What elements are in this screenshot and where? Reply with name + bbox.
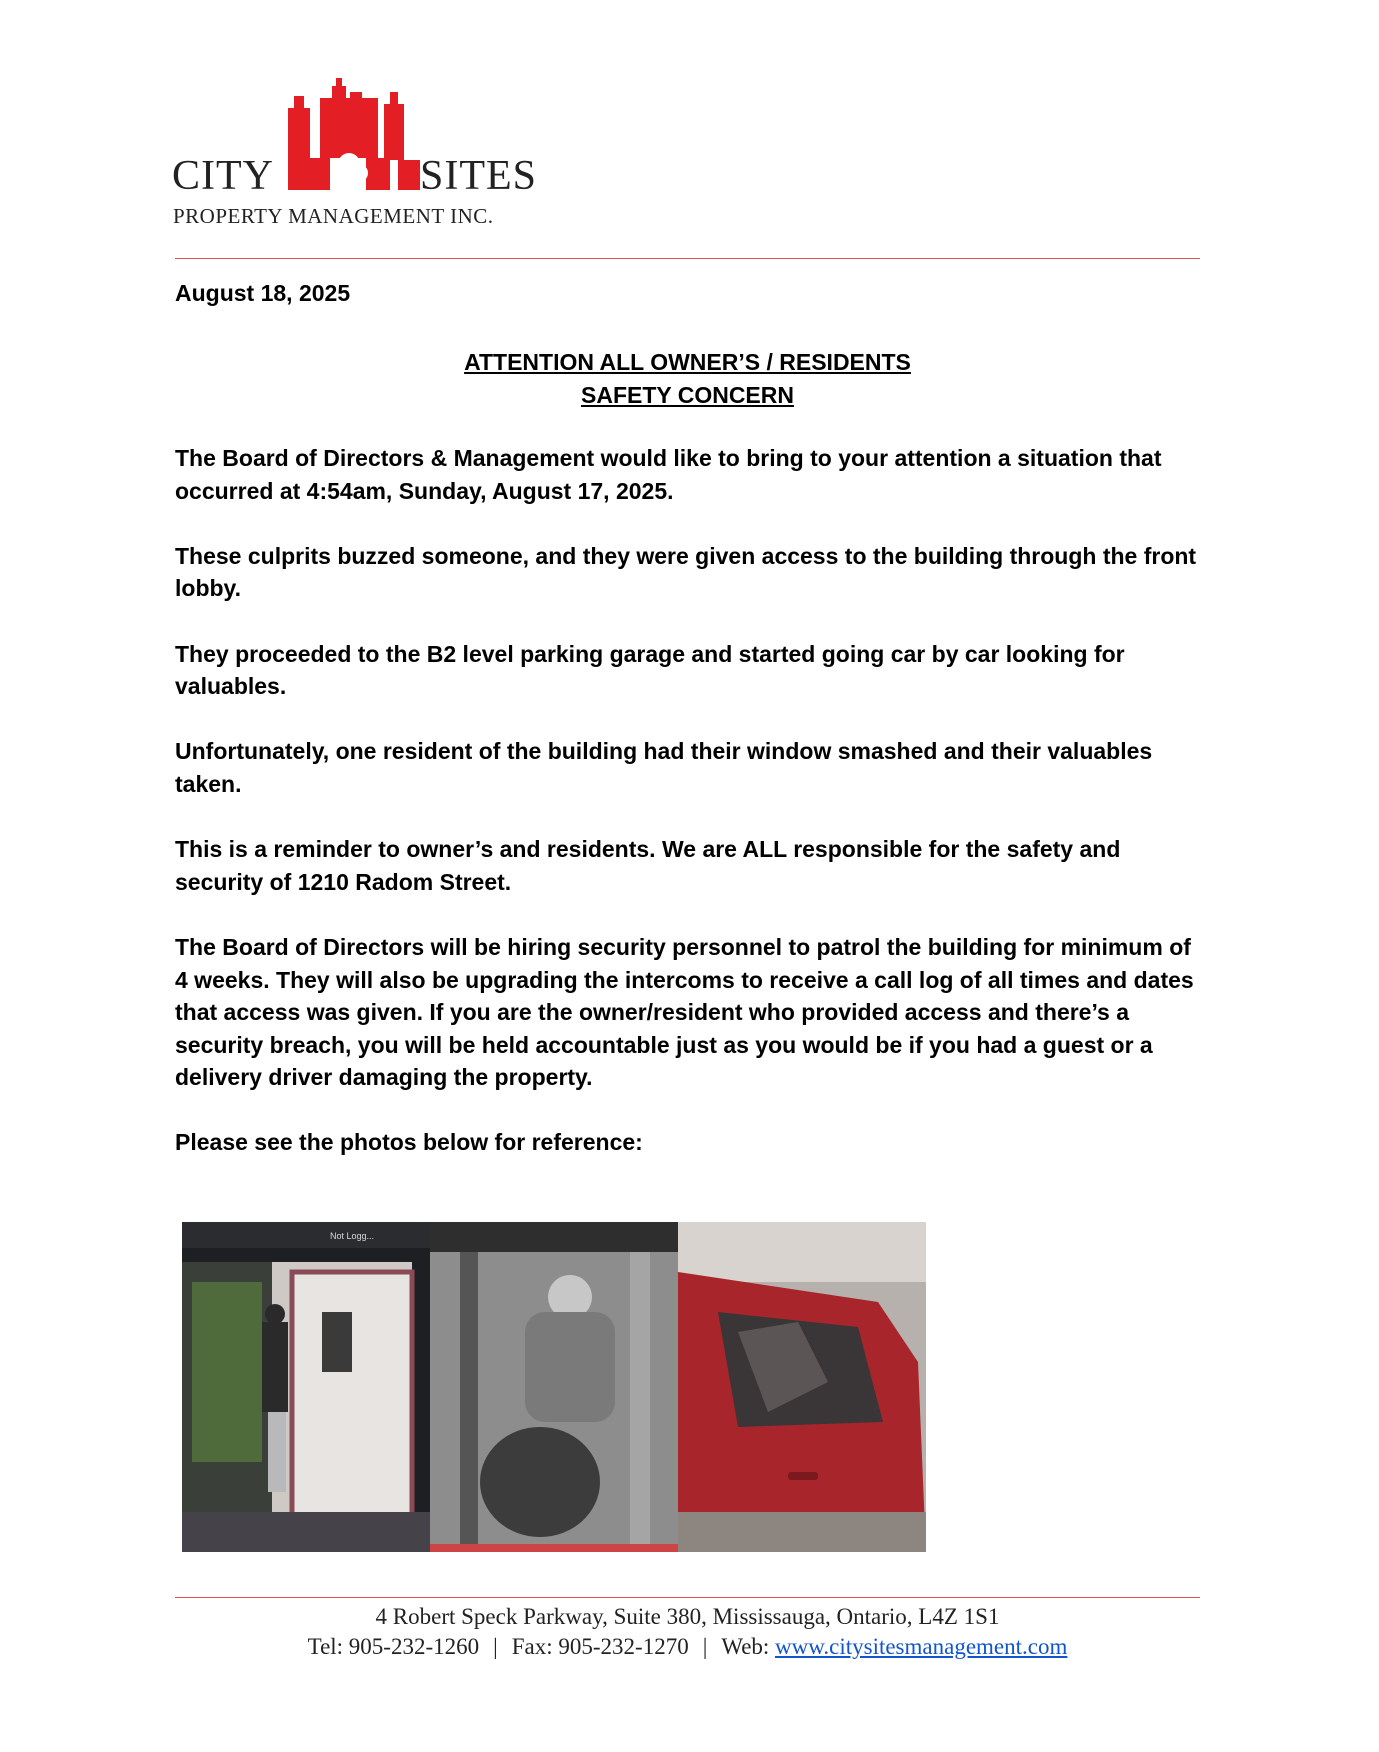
notice-date: August 18, 2025 xyxy=(175,280,351,306)
notice-body xyxy=(175,442,1205,1192)
paragraph-incident: The Board of Directors & Management would like to bring to your attention a situation that occurred at 4:54am, Sunday, August 17, 2025. xyxy=(175,445,1162,504)
photo-garage-suspect xyxy=(430,1222,678,1552)
paragraph-garage: They proceeded to the B2 level parking garage and started going car by car looking for valuables. xyxy=(175,640,1125,700)
footer-fax: Fax: 905-232-1270 xyxy=(511,1634,689,1659)
logo-subtitle: PROPERTY MANAGEMENT INC. xyxy=(173,204,494,228)
paragraph-damage: Unfortunately, one resident of the building had their window smashed and their valuables taken. xyxy=(175,738,1153,797)
header-divider xyxy=(175,258,1200,259)
logo-word-city: CITY xyxy=(172,153,274,199)
footer-contact: Tel: 905-232-1260 | Fax: 905-232-1270 | Web: www.citysitesmanagement.com xyxy=(307,1634,1068,1659)
footer-website-link[interactable]: www.citysitesmanagement.com xyxy=(775,1634,1068,1659)
notice-headings xyxy=(175,346,1200,412)
photo-overlay-text: Not Logg... xyxy=(330,1231,375,1241)
notice-title: ATTENTION ALL OWNER’S / RESIDENTS xyxy=(464,349,911,375)
paragraph-photos-reference: Please see the photos below for reference: xyxy=(175,1129,643,1156)
logo-word-sites: SITES xyxy=(420,153,538,199)
company-logo xyxy=(172,78,572,228)
footer-web-label: Web: xyxy=(721,1634,770,1659)
paragraph-security-measures: The Board of Directors will be hiring security personnel to patrol the building for minimum of 4 weeks. They will also be upgrading the intercoms to receive a call log of all times and dates that access was given. If you are the owner/resident who provided access and there’s a security breach, you will be held accountable just as you would be if you had a guest or a delivery driver damaging the property. xyxy=(175,933,1194,1091)
photo-smashed-car-window xyxy=(678,1222,926,1552)
footer-tel: Tel: 905-232-1260 xyxy=(307,1634,480,1659)
photo-lobby-intercom xyxy=(182,1222,430,1552)
reference-photos xyxy=(182,1222,926,1552)
paragraph-reminder: This is a reminder to owner’s and residents. We are ALL responsible for the safety and security of 1210 Radom Street. xyxy=(175,836,1121,895)
footer-address: 4 Robert Speck Parkway, Suite 380, Mississauga, Ontario, L4Z 1S1 xyxy=(375,1604,1000,1629)
footer-divider xyxy=(175,1597,1200,1598)
paragraph-access: These culprits buzzed someone, and they were given access to the building through the front lobby. xyxy=(175,542,1197,602)
footer xyxy=(175,1602,1200,1662)
notice-subtitle: SAFETY CONCERN xyxy=(581,382,794,408)
city-skyline-logo-icon xyxy=(280,78,428,198)
